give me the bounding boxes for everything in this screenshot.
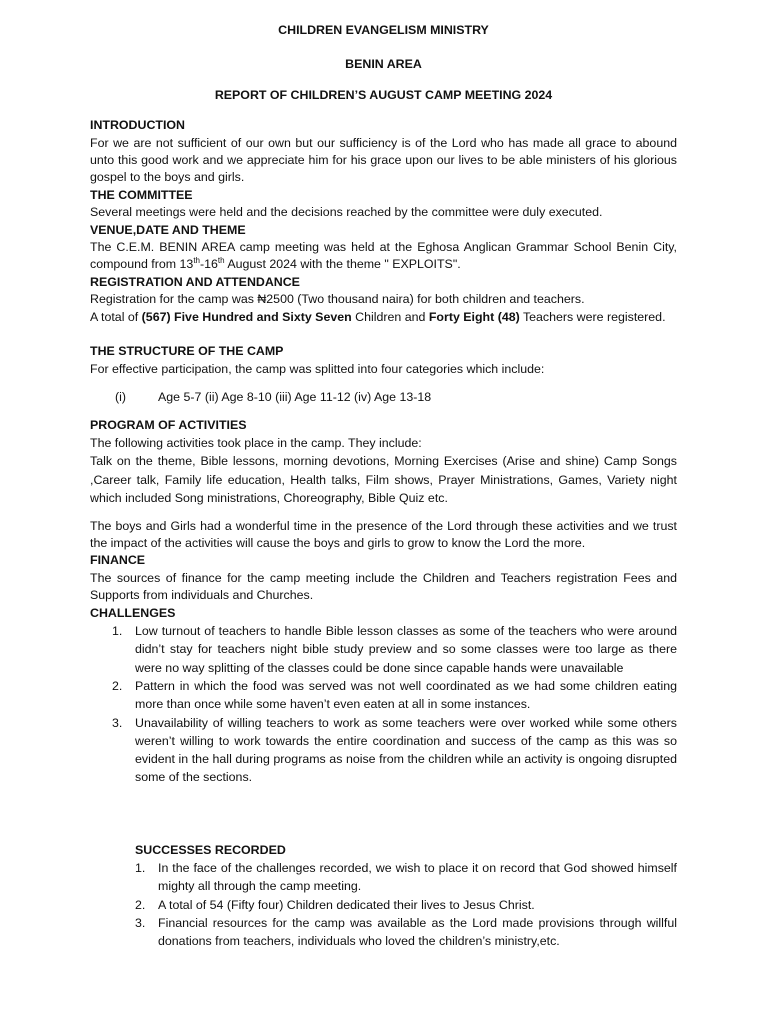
registration-fee-text: Registration for the camp was ₦2500 (Two thousand naira) for both children and teachers.: [90, 292, 585, 307]
venue-text: The C.E.M. BENIN AREA camp meeting was held at the Eghosa Anglican Grammar School Benin City, compound from 13th-16th August 2024 with the theme " EXPLOITS".: [90, 240, 677, 272]
structure-heading: THE STRUCTURE OF THE CAMP: [90, 344, 284, 359]
registration-total-text: A total of (567) Five Hundred and Sixty Seven Children and Forty Eight (48) Teachers were registered.: [90, 309, 666, 324]
area-title: BENIN AREA: [345, 57, 422, 72]
report-title: REPORT OF CHILDREN’S AUGUST CAMP MEETING 2024: [214, 87, 553, 102]
org-title: CHILDREN EVANGELISM MINISTRY: [278, 23, 489, 37]
list-item: 3. Financial resources for the camp was available as the Lord made provisions through willful donations from teachers, individuals who loved the children’s ministry,etc.: [135, 916, 677, 949]
list-item: 2. Pattern in which the food was served was not well coordinated as we had some children eating more than once while some haven’t even eaten at all in some instances.: [112, 678, 677, 712]
committee-text: Several meetings were held and the decisions reached by the committee were duly executed.: [90, 205, 603, 220]
challenges-list: [90, 622, 677, 787]
document-page: [90, 22, 677, 951]
list-item: 1. In the face of the challenges recorded, we wish to place it on record that God showed himself mighty all through the camp meeting.: [135, 861, 677, 894]
successes-list: [90, 859, 677, 950]
program-activities-text: Talk on the theme, Bible lessons, morning devotions, Morning Exercises (Arise and shine) Camp Songs ,Career talk, Family life education, Health talks, Film shows, Prayer Ministrations, Games, Variety night which included Song ministrations, Choreography, Bible Quiz etc.: [90, 454, 677, 506]
list-item: 3. Unavailability of willing teachers to work as some teachers were over worked while some others weren’t willing to work towards the entire coordination and success of the camp as this was so evident in the hall during programs as noise from the children while an activity is ongoing disrupted some of the sections.: [112, 715, 677, 785]
program-intro-text: The following activities took place in the camp. They include:: [90, 435, 422, 450]
venue-heading: VENUE,DATE AND THEME: [90, 222, 246, 237]
finance-heading: FINANCE: [90, 553, 146, 568]
finance-text: The sources of finance for the camp meeting include the Children and Teachers registration Fees and Supports from individuals and Churches.: [90, 570, 677, 603]
committee-heading: THE COMMITTEE: [90, 187, 193, 202]
age-categories-item: (i) Age 5-7 (ii) Age 8-10 (iii) Age 11-12 (iv) Age 13-18: [115, 389, 432, 404]
introduction-heading: INTRODUCTION: [90, 118, 185, 133]
structure-text: For effective participation, the camp was splitted into four categories which include:: [90, 361, 545, 376]
program-impact-text: The boys and Girls had a wonderful time in the presence of the Lord through these activities and we trust the impact of the activities will cause the boys and girls to grow to know the Lord the more.: [90, 518, 677, 551]
registration-heading: REGISTRATION AND ATTENDANCE: [90, 274, 300, 289]
challenges-heading: CHALLENGES: [90, 605, 176, 620]
successes-heading: SUCCESSES RECORDED: [135, 842, 286, 857]
introduction-text: For we are not sufficient of our own but our sufficiency is of the Lord who has made all grace to abound unto this good work and we appreciate him for his grace upon our lives to be able ministers of his glorious gospel to the boys and girls.: [90, 135, 677, 185]
list-item: 1. Low turnout of teachers to handle Bible lesson classes as some of the teachers who were around didn’t stay for teachers night bible study preview and so some classes were too large as there were no way splitting of the classes could be done since capable hands were unavailable: [112, 624, 677, 675]
program-heading: PROGRAM OF ACTIVITIES: [90, 418, 247, 433]
list-item: 2. A total of 54 (Fifty four) Children dedicated their lives to Jesus Christ.: [135, 897, 535, 912]
